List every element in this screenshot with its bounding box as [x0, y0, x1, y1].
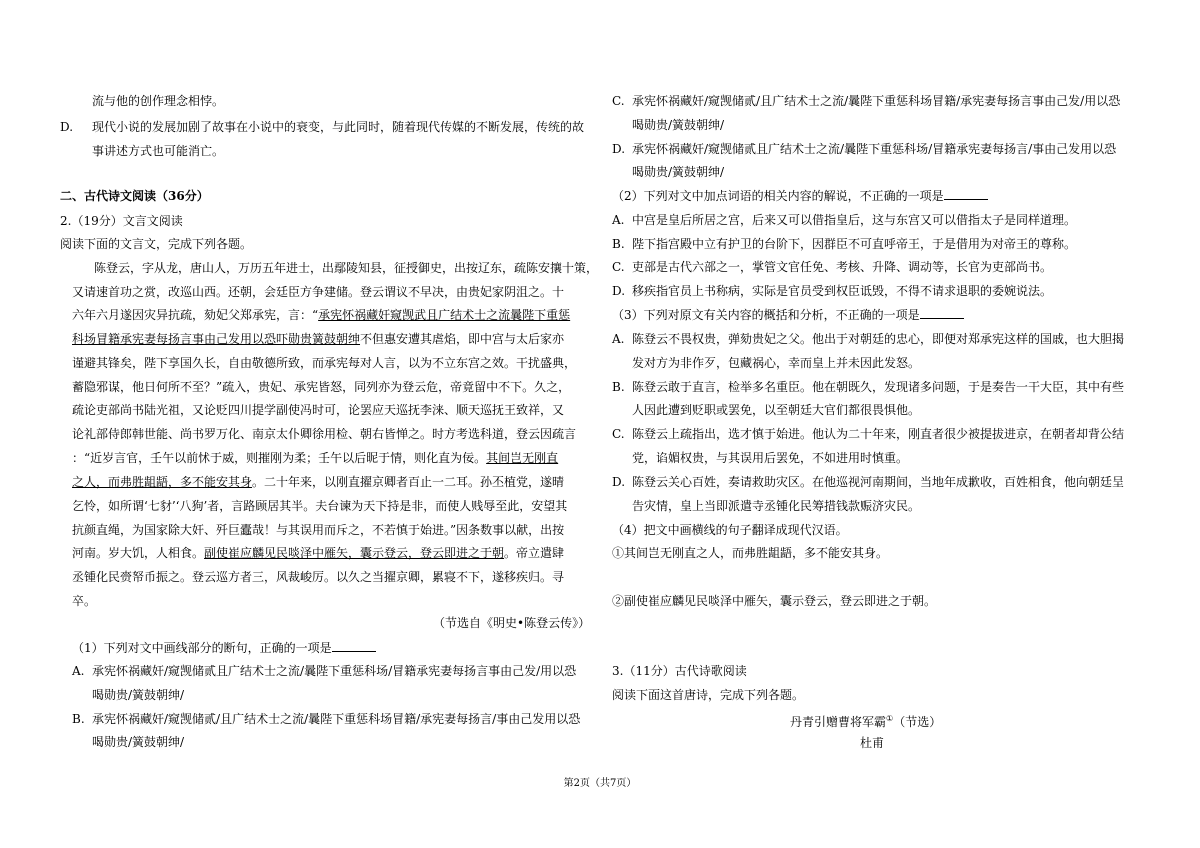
footnote-marker: ① — [886, 714, 894, 723]
passage-line — [72, 545, 564, 561]
passage-line: 乞怜，如所谓‘七豺’‘八狗’者，言路顾居其半。夫台谏为天下持是非，而使人贱辱至此，安望其 — [72, 499, 568, 513]
passage-line: 卒。 — [72, 594, 97, 608]
option-c — [612, 259, 1052, 275]
poem-title — [790, 711, 941, 730]
passage-line: 疏论吏部尚书陆光祖，又论贬四川提学副使冯时可，论罢应天巡抚李涞、顺天巡抚王致祥，又 — [72, 403, 565, 417]
section-title: 二、古代诗文阅读（36分） — [60, 189, 209, 203]
option-c-text: 陈登云上疏指出，选才慎于始进。他认为二十年来，刚直者很少被提拔进京，在朝者却背公结 — [632, 427, 1125, 441]
option-b-label: B. — [612, 380, 625, 394]
option-d-text: 承宪怀祸藏奸/窥觊储贰且广结术士之流/曩陛下重惩科场/冒籍承宪妻每扬言/事由己发用以恐 — [632, 142, 1117, 156]
option-a-text: 承宪怀祸藏奸/窥觊储贰且广结术士之流/曩陛下重惩科场/冒籍承宪妻每扬言事由己发/用以恐 — [92, 664, 577, 678]
option-c-text: 承宪怀祸藏奸/窥觊储贰/且广结术士之流/曩陛下重惩科场冒籍/承宪妻每扬言事由己发/用以恐 — [632, 94, 1121, 108]
option-d — [612, 141, 1116, 157]
option-c-label: C. — [612, 94, 625, 108]
underlined-passage: 承宪怀祸藏奸窥觊武且广结术士之流曩陛下重惩 — [318, 308, 571, 322]
option-a-line2: 喝勋贵/簧鼓朝绅/ — [92, 688, 185, 702]
passage-text: 不但惠安遭其虐焰，即中宫与太后家亦 — [360, 332, 565, 346]
option-b-text: 陛下指宫殿中立有护卫的台阶下，因群臣不可直呼帝王，于是借用为对帝王的尊称。 — [632, 237, 1077, 251]
option-d-label: D. — [612, 284, 626, 298]
underlined-sentence-2: 副使崔应麟见民啖泽中雁矢，囊示登云，登云即进之于朝 — [204, 546, 505, 560]
answer-blank — [332, 640, 376, 652]
option-d-line2: 告灾情，皇上当即派遣寺丞锺化民筹措钱款赈济灾民。 — [632, 499, 921, 513]
option-b-label: B. — [72, 712, 85, 726]
option-a-label: A. — [612, 213, 625, 227]
passage-line: 陈登云，字从龙，唐山人，万历五年进士，出鄢陵知县，征授御史，出按辽东，疏陈安攘十策， — [94, 261, 599, 275]
poem-title-text: 丹青引赠曹将军霸 — [790, 715, 887, 729]
passage-text: 河南。岁大饥，人相食。 — [72, 546, 205, 560]
passage-line: 谨避其锋矣，陛下享国久长，自由敬德所致，而承宪每对人言，以为不立东宫之效。干扰盛典， — [72, 356, 577, 370]
question-2-text: （2）下列对文中加点词语的相关内容的解说，不正确的一项是 — [612, 189, 944, 203]
option-d-text: 现代小说的发展加剧了故事在小说中的衰变，与此同时，随着现代传媒的不断发展，传统的故 — [92, 120, 585, 134]
option-d-label: D. — [60, 120, 74, 134]
option-c-line2: 喝勋贵/簧鼓朝绅/ — [632, 118, 725, 132]
question-4-stem: （4）把文中画横线的句子翻译成现代汉语。 — [612, 523, 848, 537]
question-3-header: 3.（11分）古代诗歌阅读 — [612, 664, 747, 678]
passage-line — [72, 474, 564, 490]
passage-line — [72, 307, 570, 323]
underlined-sentence-1: 其间岂无刚直 — [486, 451, 559, 465]
source-citation: （节选自《明史•陈登云传》） — [433, 616, 591, 630]
translation-item-2: ②副使崔应麟见民啖泽中雁矢，囊示登云，登云即进之于朝。 — [612, 594, 937, 608]
passage-line — [72, 331, 564, 347]
option-a-line2: 发对方为非作歹，包藏祸心，幸而皇上并未因此发怒。 — [632, 356, 921, 370]
option-d — [612, 283, 1052, 299]
question-3-stem — [612, 307, 964, 323]
option-b-text: 陈登云敢于直言，检举多名重臣。他在朝既久，发现诸多问题，于是奏告一干大臣，其中有些 — [632, 380, 1125, 394]
answer-blank — [944, 188, 988, 200]
option-d-label: D. — [612, 475, 626, 489]
option-d-text: 陈登云关心百姓，奏请救助灾区。在他巡视河南期间，当地年成歉收，百姓相食，他向朝廷呈 — [632, 475, 1125, 489]
option-a-label: A. — [72, 664, 85, 678]
option-a — [72, 663, 576, 679]
passage-line: 抗颜直绳，为国家除大奸、歼巨蠹哉！与其误用而斥之，不若慎于始进。”因条数事以献，出按 — [72, 523, 565, 537]
answer-blank — [920, 307, 964, 319]
option-d-text: 移疾指官员上书称病，实际是官员受到权臣诋毁，不得不请求退职的委婉说法。 — [632, 284, 1053, 298]
question-2-header: 2.（19分）文言文阅读 — [60, 214, 183, 228]
question-1-text: （1）下列对文中画线部分的断句，正确的一项是 — [72, 641, 332, 655]
option-d-label: D. — [612, 142, 626, 156]
passage-line: 又请速首功之赏，改巡山西。还朝，会廷臣方争建储。登云谓议不早决，由贵妃家阴沮之。十 — [72, 285, 565, 299]
question-3-intro: 阅读下面这首唐诗，完成下列各题。 — [612, 688, 805, 702]
option-a-text: 中宫是皇后所居之宫，后来又可以借指皇后，这与东宫又可以借指太子是同样道理。 — [632, 213, 1077, 227]
poem-author: 杜甫 — [860, 736, 885, 750]
underlined-passage: 科场冒籍承宪妻每扬言事由己发用以恐吓勋贵簧鼓朝绅 — [72, 332, 361, 346]
passage-text: 。二十年来，以刚直擢京卿者百止一二耳。孙丕植党，遂晴 — [252, 475, 565, 489]
option-b-line2: 喝勋贵/簧鼓朝绅/ — [92, 735, 185, 749]
question-1-stem — [72, 640, 376, 656]
question-2-intro: 阅读下面的文言文，完成下列各题。 — [60, 237, 253, 251]
option-b — [612, 236, 1076, 252]
option-b-text: 承宪怀祸藏奸/窥觊储贰/且广结术士之流/曩陛下重惩科场冒籍/承宪妻每扬言/事由己发用以恐 — [92, 712, 581, 726]
passage-line — [72, 450, 558, 466]
passage-line: 论礼部侍郎韩世能、尚书罗万化、南京太仆卿徐用检、朝右皆惮之。时方考选科道，登云因疏言 — [72, 427, 577, 441]
option-c — [612, 93, 1120, 109]
option-c-line2: 党，谄媚权贵，与其误用后罢免，不如进用时慎重。 — [632, 451, 909, 465]
underlined-sentence-1: 之人，而弗胜龃龉，多不能安其身 — [72, 475, 253, 489]
option-d — [612, 474, 1124, 490]
option-c-label: C. — [612, 260, 625, 274]
passage-text: 。帝立遣肆 — [504, 546, 565, 560]
passage-line: 丞锺化民赍帑币振之。登云巡方者三，风裁峻厉。以久之当擢京卿，累寝不下，遂移疾归。寻 — [72, 570, 565, 584]
option-a-label: A. — [612, 332, 625, 346]
option-b-line2: 人因此遭到贬职或罢免，以至朝廷大官们都很畏惧他。 — [632, 403, 921, 417]
option-b — [612, 379, 1124, 395]
question-3-text: （3）下列对原文有关内容的概括和分析，不正确的一项是 — [612, 308, 920, 322]
option-d-line2: 事讲述方式也可能消亡。 — [92, 144, 225, 158]
translation-item-1: ①其间岂无刚直之人，而弗胜龃龉，多不能安其身。 — [612, 546, 889, 560]
passage-line: 蓄隐邪谋，他日何所不至？”疏入，贵妃、承宪皆怒，同列亦为登云危，帝竟留中不下。久之， — [72, 380, 571, 394]
option-c-label: C. — [612, 427, 625, 441]
passage-text: ：“近岁言官，壬午以前怵于威，则摧刚为柔；壬午以后昵于情，则化直为佞。 — [72, 451, 487, 465]
option-a-text: 陈登云不畏权贵，弹劾贵妃之父。他出于对朝廷的忠心，即便对郑承宪这样的国戚，也大胆揭 — [632, 332, 1125, 346]
option-c — [612, 426, 1124, 442]
option-d-line2: 喝勋贵/簧鼓朝绅/ — [632, 165, 725, 179]
passage-text: 六年六月遂因灾异抗疏，劾妃父郑承宪，言：“ — [72, 308, 319, 322]
option-d — [60, 119, 584, 135]
page-footer: 第2页（共7页） — [563, 778, 637, 789]
option-c-continuation: 流与他的创作理念相悖。 — [92, 94, 225, 108]
poem-excerpt-note: （节选） — [893, 715, 942, 729]
question-2-stem — [612, 188, 988, 204]
option-c-text: 吏部是古代六部之一，掌管文官任免、考核、升降、调动等，长官为吏部尚书。 — [632, 260, 1053, 274]
option-b — [72, 711, 580, 727]
option-a — [612, 331, 1124, 347]
option-a — [612, 212, 1076, 228]
option-b-label: B. — [612, 237, 625, 251]
